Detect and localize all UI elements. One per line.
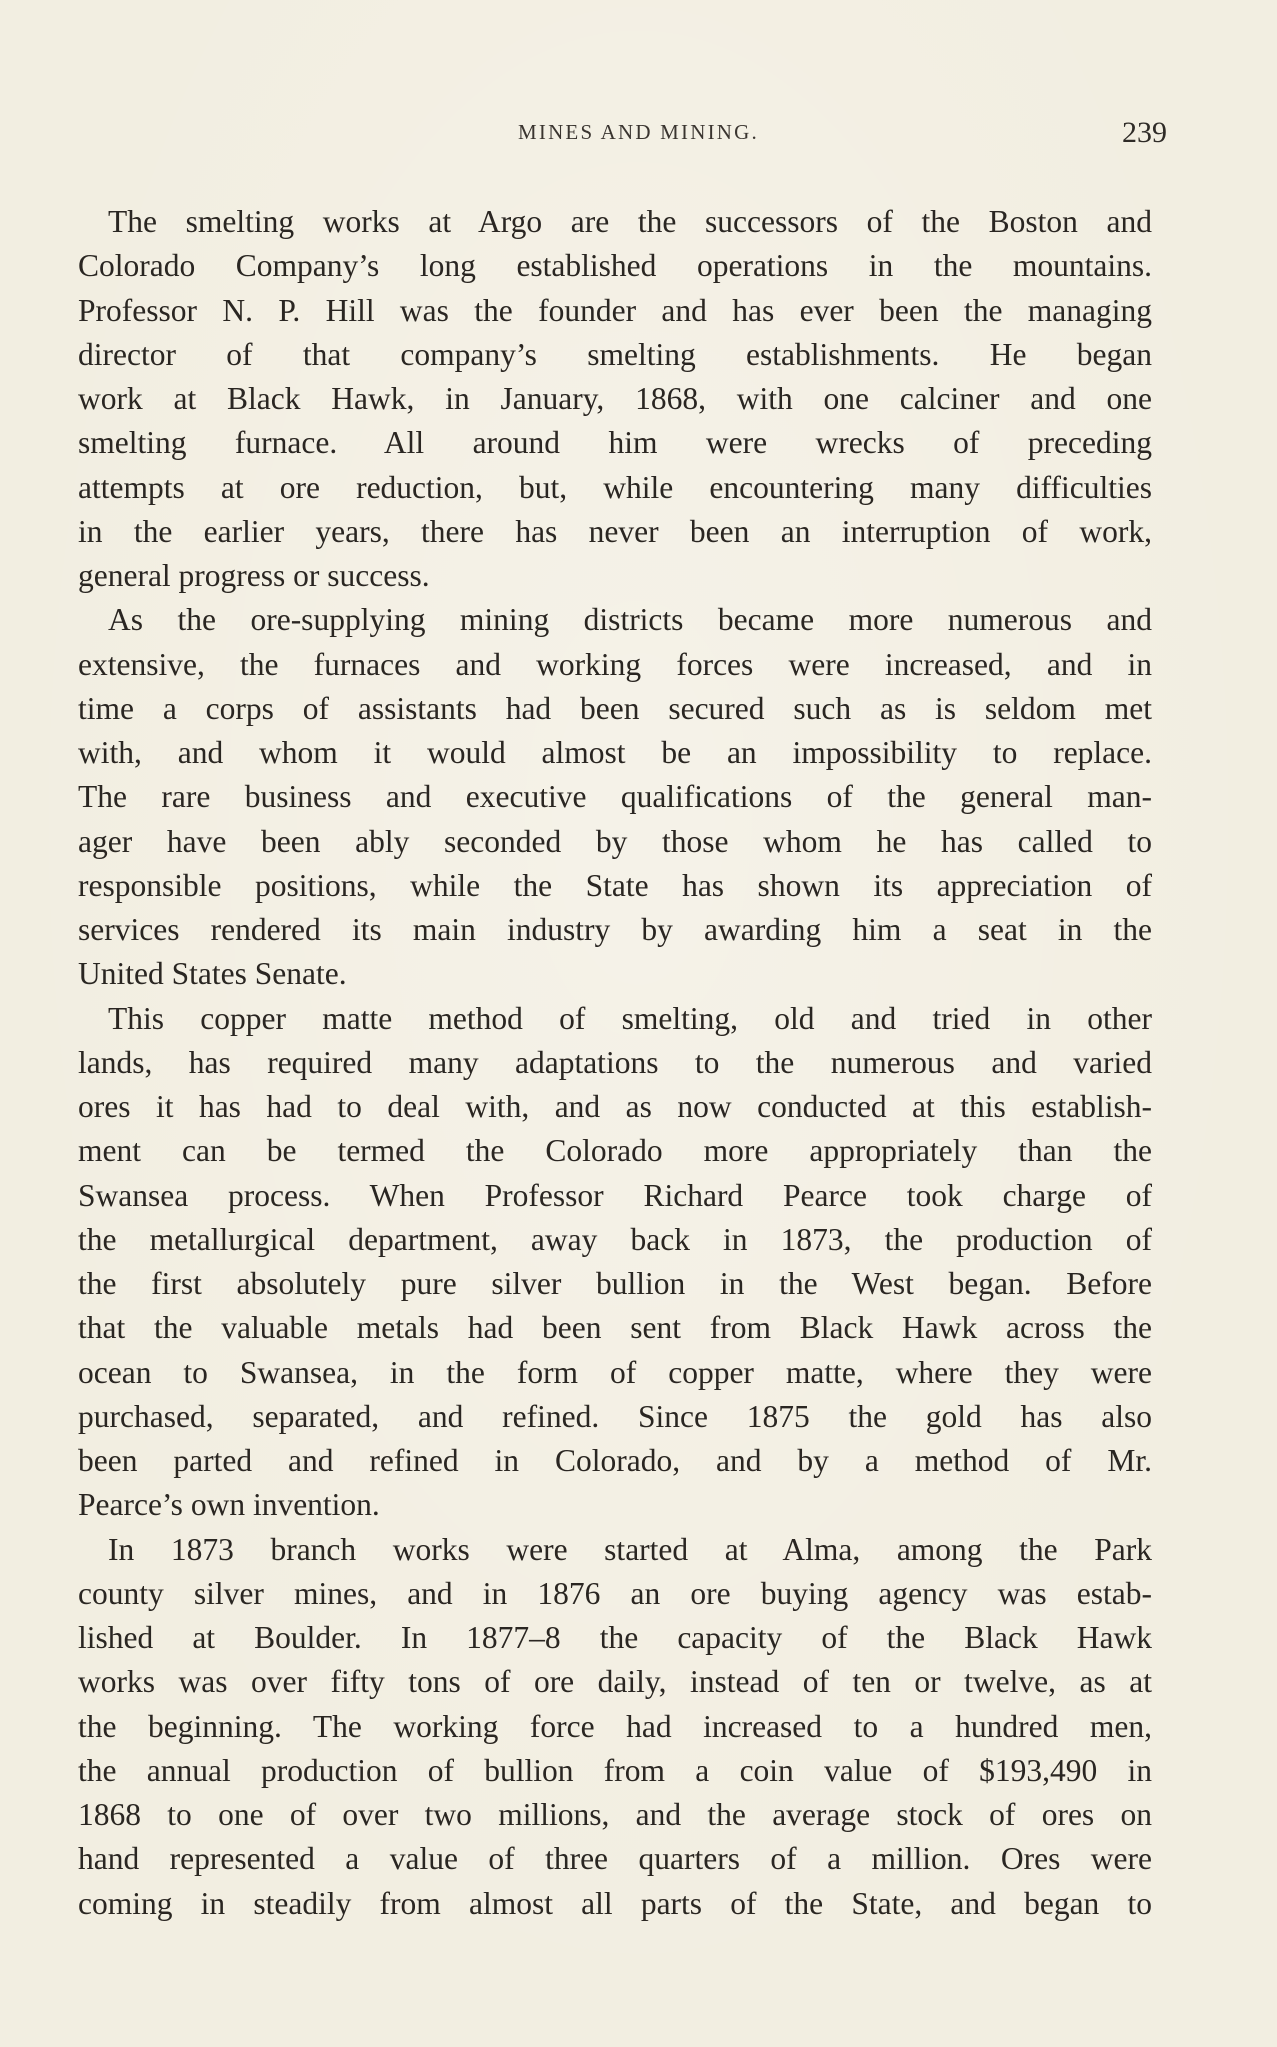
body-text xyxy=(78,200,1152,1926)
text-line: The smelting works at Argo are the successors of the Boston and xyxy=(108,204,1152,239)
text-line: the beginning. The working force had increased to a hundred men, xyxy=(78,1708,1152,1744)
text-line: lished at Boulder. In 1877–8 the capacity of the Black Hawk xyxy=(78,1620,1152,1655)
text-line: Pearce’s own invention. xyxy=(78,1487,380,1523)
text-line: coming in steadily from almost all parts of the State, and began to xyxy=(78,1885,1152,1921)
running-title: MINES AND MINING. xyxy=(518,120,759,144)
text-line: that the valuable metals had been sent from Black Hawk across the xyxy=(78,1310,1152,1346)
text-line: purchased, separated, and refined. Since 1875 the gold has also xyxy=(78,1398,1152,1434)
text-line: As the ore-supplying mining districts became more numerous and xyxy=(108,602,1152,638)
text-line: the annual production of bullion from a coin value of $193,490 in xyxy=(78,1752,1152,1788)
text-line: Professor N. P. Hill was the founder and has ever been the managing xyxy=(78,292,1152,328)
text-line: been parted and refined in Colorado, and by a method of Mr. xyxy=(78,1443,1152,1478)
text-line: extensive, the furnaces and working forces were increased, and in xyxy=(78,646,1152,682)
text-line: This copper matte method of smelting, old and tried in other xyxy=(108,1000,1152,1036)
text-line: director of that company’s smelting establishments. He began xyxy=(78,336,1152,372)
text-line: general progress or success. xyxy=(78,558,430,593)
text-line: Swansea process. When Professor Richard Pearce took charge of xyxy=(78,1177,1152,1213)
paragraph-2 xyxy=(78,598,1152,996)
text-line: 1868 to one of over two millions, and the average stock of ores on xyxy=(78,1797,1152,1832)
text-line: ment can be termed the Colorado more appropriately than the xyxy=(78,1133,1152,1169)
text-line: in the earlier years, there has never been an interruption of work, xyxy=(78,513,1152,549)
text-line: ager have been ably seconded by those whom he has called to xyxy=(78,823,1152,859)
running-head xyxy=(0,116,1277,160)
text-line: attempts at ore reduction, but, while encountering many difficulties xyxy=(78,469,1152,505)
page-number: 239 xyxy=(1122,116,1167,149)
text-line: United States Senate. xyxy=(78,956,347,992)
text-line: with, and whom it would almost be an impossibility to replace. xyxy=(78,735,1152,770)
text-line: In 1873 branch works were started at Alma, among the Park xyxy=(108,1531,1152,1567)
paragraph-1 xyxy=(78,200,1152,598)
text-line: work at Black Hawk, in January, 1868, with one calciner and one xyxy=(78,381,1152,416)
text-line: hand represented a value of three quarters of a million. Ores were xyxy=(78,1841,1152,1877)
paragraph-4 xyxy=(78,1528,1152,1926)
text-line: lands, has required many adaptations to the numerous and varied xyxy=(78,1044,1152,1080)
text-line: Colorado Company’s long established operations in the mountains. xyxy=(78,248,1152,284)
text-line: smelting furnace. All around him were wrecks of preceding xyxy=(78,425,1152,461)
text-line: ocean to Swansea, in the form of copper matte, where they were xyxy=(78,1354,1152,1390)
text-line: the metallurgical department, away back in 1873, the production of xyxy=(78,1221,1152,1257)
text-line: The rare business and executive qualifications of the general man- xyxy=(78,779,1152,815)
text-line: ores it has had to deal with, and as now conducted at this establish- xyxy=(78,1089,1152,1124)
paragraph-3 xyxy=(78,997,1152,1528)
text-line: county silver mines, and in 1876 an ore buying agency was estab- xyxy=(78,1575,1152,1611)
text-line: the first absolutely pure silver bullion in the West began. Before xyxy=(78,1266,1152,1301)
text-line: time a corps of assistants had been secured such as is seldom met xyxy=(78,690,1152,726)
text-line: services rendered its main industry by awarding him a seat in the xyxy=(78,912,1152,947)
text-line: works was over fifty tons of ore daily, instead of ten or twelve, as at xyxy=(78,1664,1152,1700)
text-line: responsible positions, while the State has shown its appreciation of xyxy=(78,867,1152,903)
